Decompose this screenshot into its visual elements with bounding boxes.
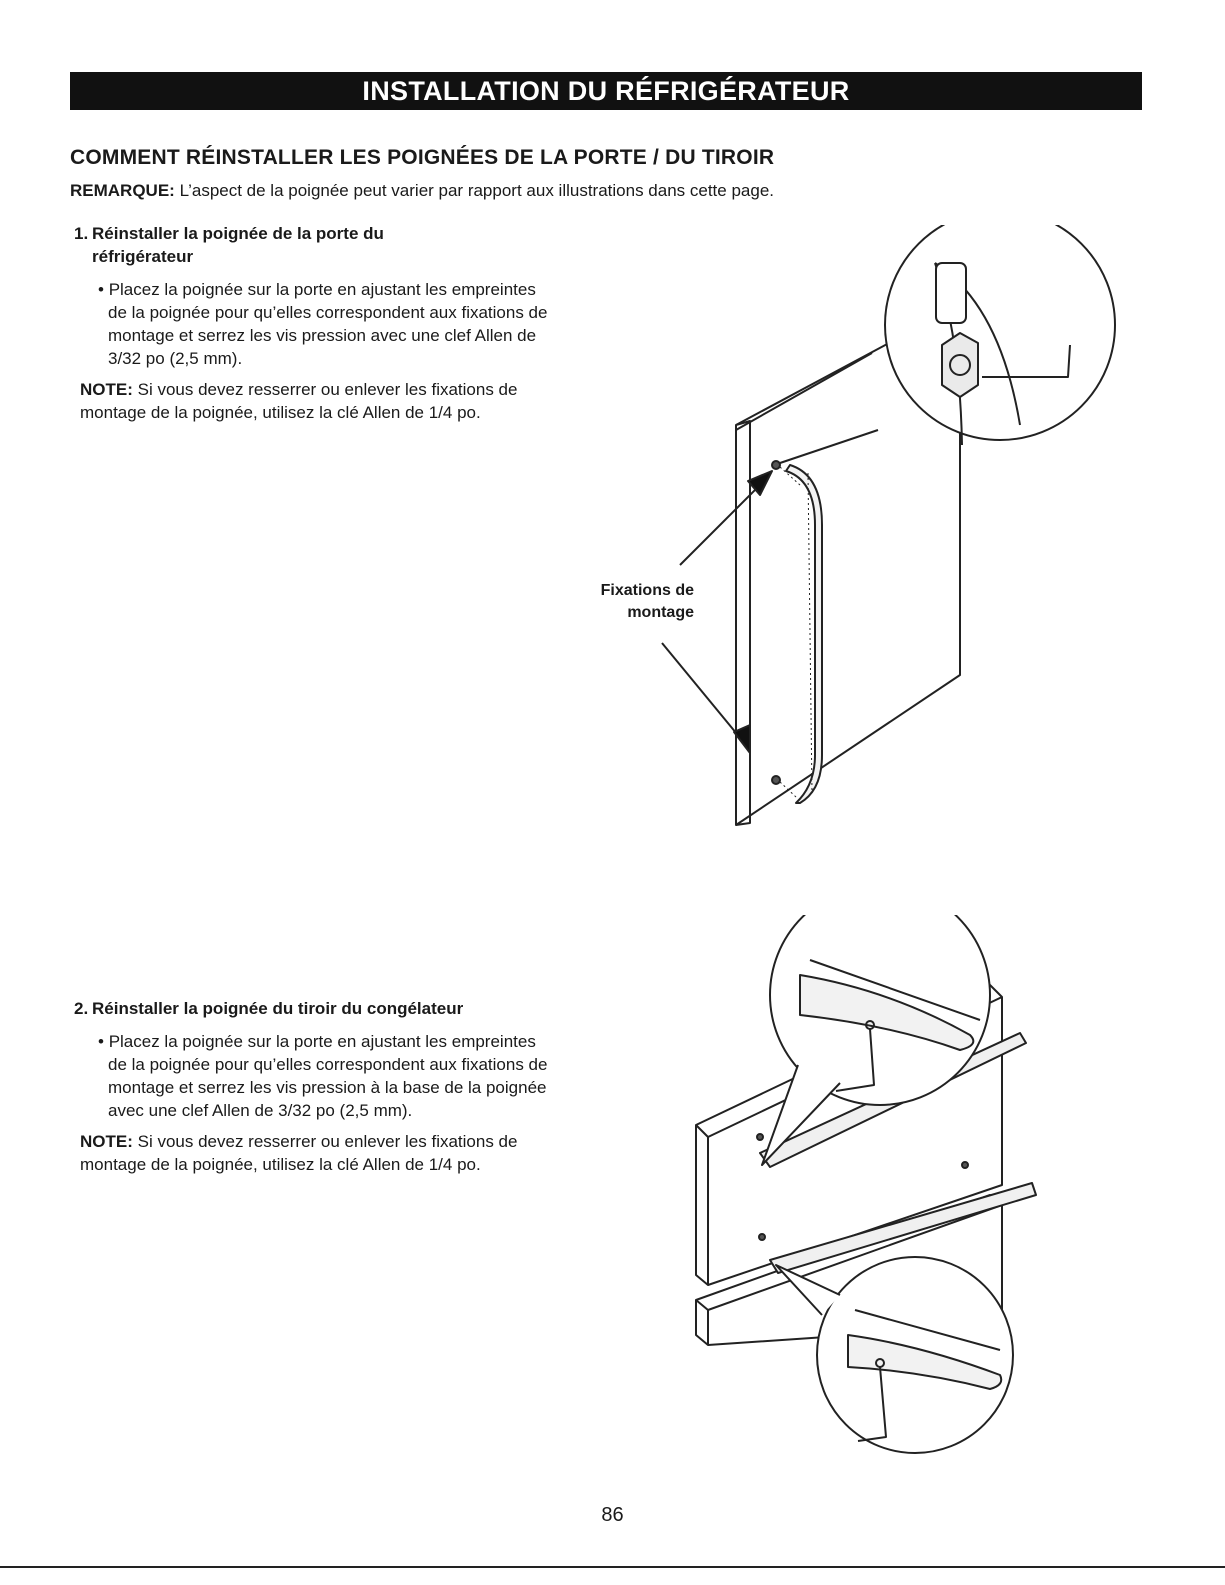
inset-mount-bracket (942, 333, 978, 397)
top-screw (772, 461, 780, 469)
section-title: COMMENT RÉINSTALLER LES POIGNÉES DE LA PORTE / DU TIROIR (70, 146, 775, 169)
drawer-handle-illustration (690, 915, 1050, 1465)
step-1-note-label: NOTE: (80, 380, 133, 399)
step-1-number: 1. (74, 224, 89, 243)
bottom-arrow-line (662, 643, 746, 745)
step-1-title-line2: réfrigérateur (92, 247, 194, 266)
step-2-note-label: NOTE: (80, 1132, 133, 1151)
remark-label: REMARQUE: (70, 181, 175, 200)
step-2-number: 2. (74, 999, 89, 1018)
drawer-handle-drawing (690, 915, 1050, 1465)
bullet-icon: • (98, 280, 104, 299)
step-2-bullet (92, 1030, 554, 1122)
step-2-note-text: Si vous devez resserrer ou enlever les fixations de montage de la poignée, utilisez la clé Allen de 1/4 po. (80, 1132, 518, 1174)
page-number: 86 (601, 1504, 624, 1526)
section-banner: INSTALLATION DU RÉFRIGÉRATEUR (70, 72, 1142, 110)
step-1-bullet (92, 278, 554, 370)
step-1-note-text: Si vous devez resserrer ou enlever les fixations de montage de la poignée, utilisez la clé Allen de 1/4 po. (80, 380, 518, 422)
step-1-heading (74, 222, 554, 268)
label-line2: montage (627, 604, 694, 621)
step-1-bullet-text: Placez la poignée sur la porte en ajustant les empreintes de la poignée pour qu’elles correspondent aux fixations de montage et serrez les vis pression avec une clef Allen de 3/32 po (2,5 mm). (108, 280, 548, 368)
label-line1: Fixations de (600, 582, 694, 599)
step-2 (74, 997, 554, 1176)
step-1-note (80, 378, 554, 424)
step-1 (74, 222, 554, 424)
bullet-icon: • (98, 1032, 104, 1051)
mounting-fixtures-label (560, 580, 694, 624)
door-handle-illustration (560, 225, 1120, 845)
remark-text: L’aspect de la poignée peut varier par rapport aux illustrations dans cette page. (174, 181, 775, 200)
step-2-note (80, 1130, 554, 1176)
step-2-bullet-text: Placez la poignée sur la porte en ajustant les empreintes de la poignée pour qu’elles correspondent aux fixations de montage et serrez les vis pression à la base de la poignée avec une clef Allen de 3/32 po (2,5 mm). (108, 1032, 548, 1120)
zoom-inset-circle (885, 225, 1115, 440)
step-2-heading (74, 997, 554, 1020)
door-handle-drawing (560, 225, 1120, 845)
step-1-title-line1: Réinstaller la poignée de la porte du (92, 224, 384, 243)
remark-paragraph (70, 181, 774, 201)
bottom-screw (772, 776, 780, 784)
bottom-rule (0, 1566, 1225, 1568)
step-2-title: Réinstaller la poignée du tiroir du congélateur (92, 999, 464, 1018)
